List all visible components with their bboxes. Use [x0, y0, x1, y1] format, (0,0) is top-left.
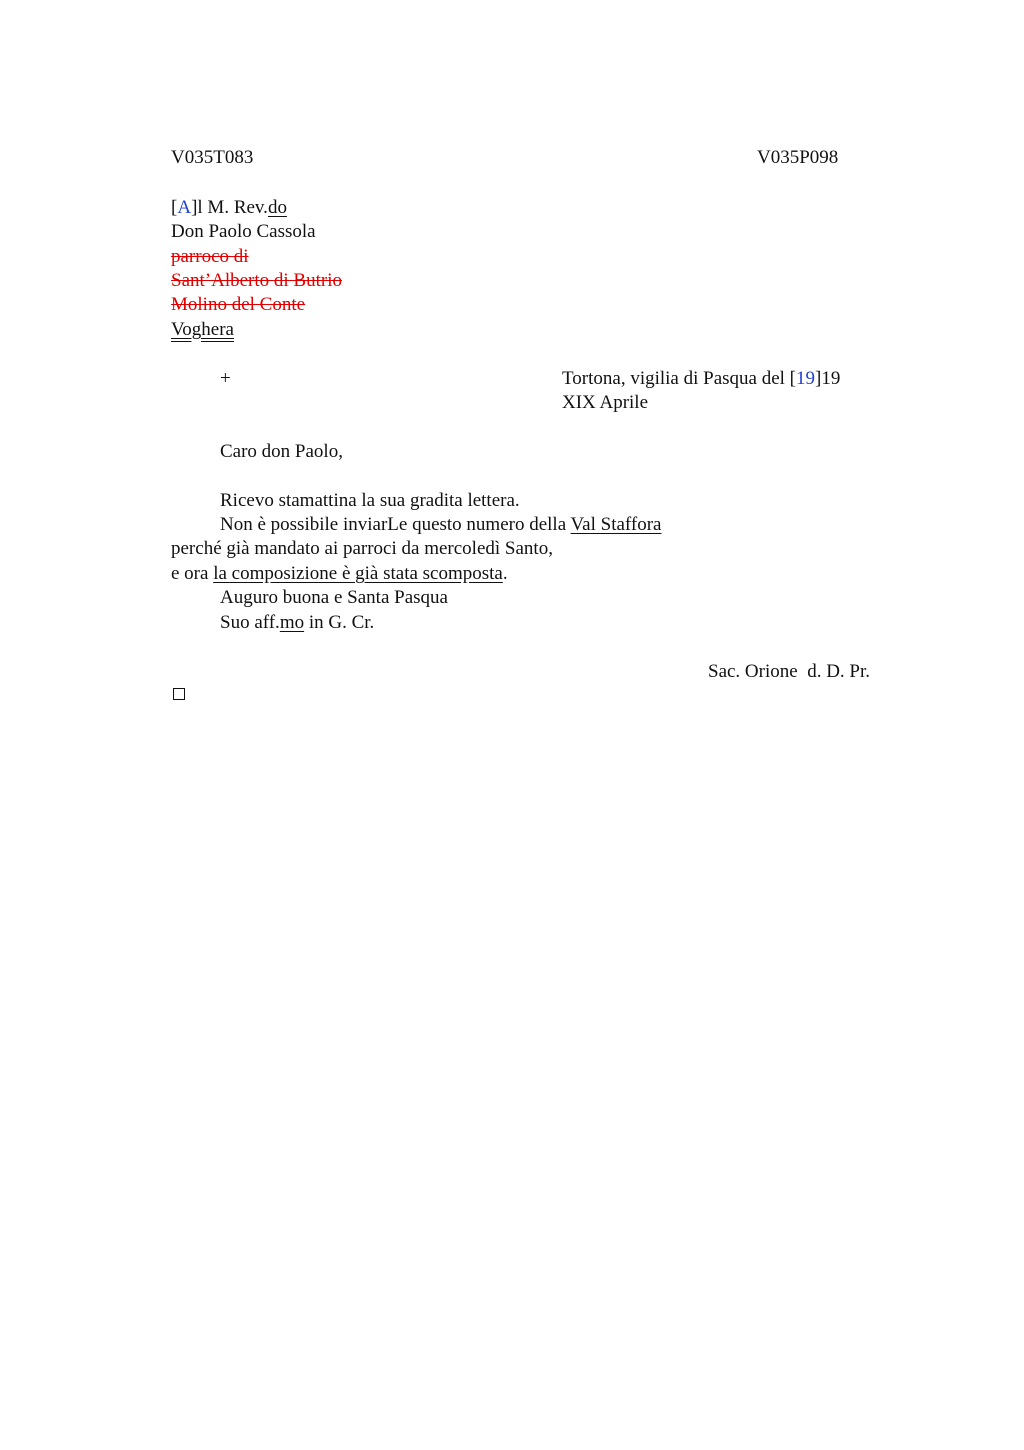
dateline-year-end: ]19	[815, 368, 841, 389]
underlined-phrase: la composizione è già stata scomposta	[213, 563, 503, 584]
address-line-title	[171, 196, 287, 220]
struck-address-line-1: parroco di	[171, 246, 249, 267]
body-line-4-text: e ora	[171, 563, 214, 584]
dateline-editorial-digits: 19	[796, 368, 816, 389]
body-line-2	[220, 513, 661, 537]
bracket-open: [	[171, 197, 178, 218]
body-line-2-text: Non è possibile inviarLe questo numero della	[220, 514, 571, 535]
body-line-3: perché già mandato ai parroci da mercoledì Santo,	[171, 538, 553, 559]
document-code-right: V035P098	[757, 147, 839, 168]
recipient-name: Don Paolo Cassola	[171, 221, 316, 242]
body-line-4	[171, 562, 508, 586]
struck-address-line-2: Sant’Alberto di Butrio	[171, 270, 342, 291]
document-code-left: V035T083	[171, 147, 254, 168]
body-line-1: Ricevo stamattina la sua gradita lettera.	[220, 490, 520, 511]
address-title-abbrev: do	[267, 197, 287, 218]
dateline-place-date	[562, 367, 840, 391]
closing-abbrev: mo	[279, 612, 305, 633]
signature: Sac. Orione d. D. Pr.	[708, 661, 871, 682]
closing-line	[220, 611, 374, 635]
body-line-4-end: .	[502, 563, 508, 584]
address-title-text: ]l M. Rev.	[191, 197, 268, 218]
publication-title: Val Staffora	[570, 514, 662, 535]
end-of-document-box	[173, 688, 185, 700]
closing-text: Suo aff.	[220, 612, 280, 633]
salutation: Caro don Paolo,	[220, 441, 343, 462]
editorial-letter: A	[177, 197, 192, 218]
dateline-text: Tortona, vigilia di Pasqua del [	[562, 368, 797, 389]
dateline-day-month: XIX Aprile	[562, 392, 649, 413]
struck-address-line-3: Molino del Conte	[171, 294, 306, 315]
cross-mark: +	[220, 368, 231, 389]
body-line-5: Auguro buona e Santa Pasqua	[220, 587, 448, 608]
recipient-city: Voghera	[171, 319, 234, 340]
closing-text-end: in G. Cr.	[304, 612, 375, 633]
